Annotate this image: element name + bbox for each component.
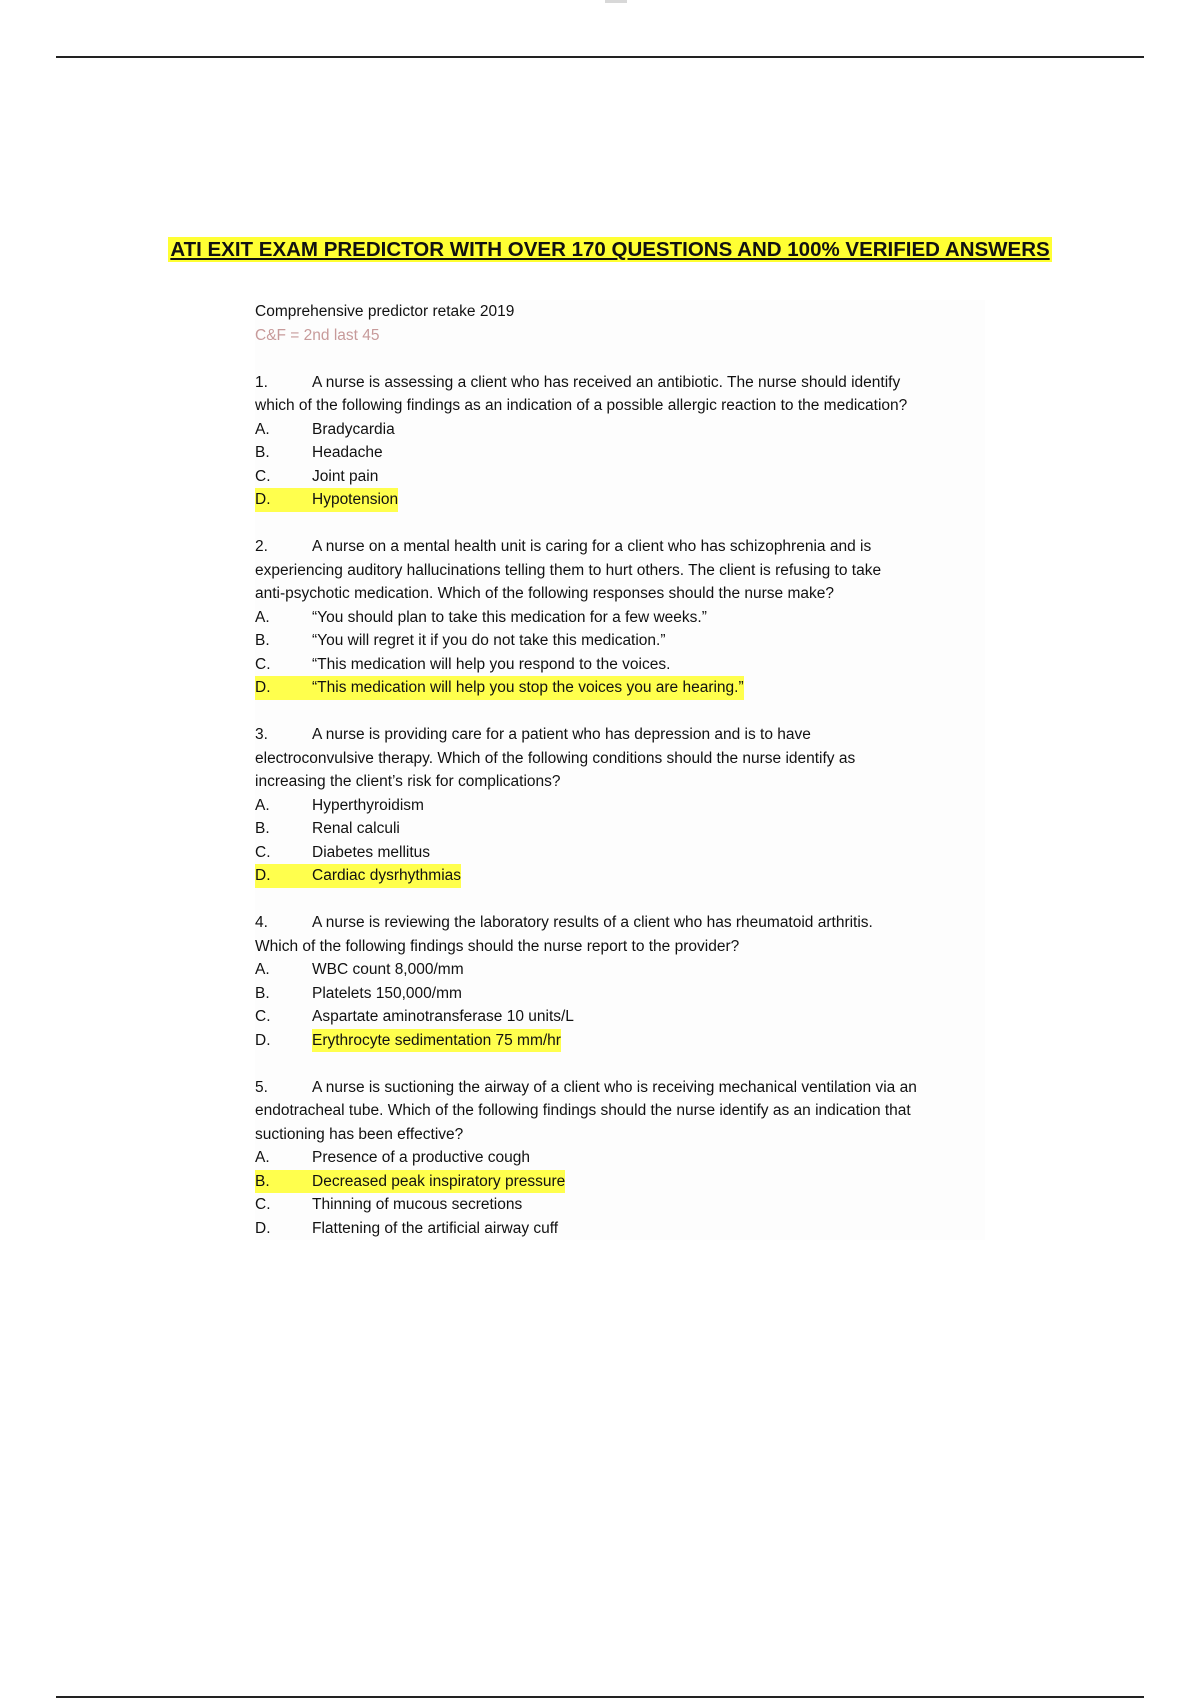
option-letter: C. <box>255 1008 271 1025</box>
option-text: “This medication will help you stop the voices you are hearing.” <box>312 679 744 696</box>
question-block <box>255 535 985 700</box>
option-text: Decreased peak inspiratory pressure <box>312 1172 566 1190</box>
question-line <box>255 535 985 559</box>
answer-option-correct <box>255 1029 985 1053</box>
question-content <box>255 300 985 1240</box>
option-text: WBC count 8,000/mm <box>312 961 464 978</box>
question-text: increasing the client’s risk for complications? <box>255 773 561 790</box>
answer-option-correct <box>255 1170 565 1194</box>
question-text: which of the following findings as an indication of a possible allergic reaction to the medication? <box>255 397 908 414</box>
question-text: suctioning has been effective? <box>255 1125 464 1143</box>
option-letter: B. <box>255 444 270 461</box>
option-text: Renal calculi <box>312 820 400 837</box>
question-block <box>255 371 985 512</box>
option-text: Presence of a productive cough <box>312 1149 530 1166</box>
option-letter: A. <box>255 420 270 438</box>
question-number: 1. <box>255 373 268 391</box>
spacer <box>255 700 985 724</box>
option-text: Hypotension <box>312 491 399 508</box>
question-number: 3. <box>255 726 268 743</box>
option-letter: A. <box>255 796 270 814</box>
option-letter: D. <box>255 679 271 696</box>
option-text: Platelets 150,000/mm <box>312 984 462 1002</box>
question-text: experiencing auditory hallucinations telling them to hurt others. The client is refusing to take <box>255 561 882 579</box>
question-line <box>255 1076 985 1100</box>
answer-option <box>255 958 985 982</box>
answer-option <box>255 794 985 818</box>
option-text: Cardiac dysrhythmias <box>312 867 462 884</box>
option-letter: D. <box>255 491 271 508</box>
question-text: A nurse on a mental health unit is caring for a client who has schizophrenia and is <box>312 538 872 555</box>
bottom-rule <box>56 1696 1144 1698</box>
option-letter: C. <box>255 1196 271 1213</box>
option-letter: B. <box>255 1172 270 1190</box>
option-letter: A. <box>255 1149 270 1166</box>
option-text: Flattening of the artificial airway cuff <box>312 1219 559 1237</box>
option-letter: D. <box>255 867 271 884</box>
spacer <box>255 512 985 536</box>
answer-option <box>255 841 985 865</box>
option-letter: B. <box>255 984 270 1002</box>
answer-option <box>255 982 985 1006</box>
question-line <box>255 911 985 935</box>
spacer <box>255 347 985 371</box>
question-text: A nurse is reviewing the laboratory results of a client who has rheumatoid arthritis. <box>312 914 873 931</box>
option-text: Bradycardia <box>312 420 395 438</box>
question-number: 5. <box>255 1078 268 1096</box>
answer-option-correct <box>255 488 398 512</box>
question-line <box>255 723 985 747</box>
question-block <box>255 1076 985 1241</box>
option-letter: B. <box>255 820 270 837</box>
answer-option <box>255 629 985 653</box>
option-letter: A. <box>255 608 270 626</box>
answer-option <box>255 817 985 841</box>
option-letter: C. <box>255 843 271 861</box>
spacer <box>255 888 985 912</box>
option-text: Hyperthyroidism <box>312 796 424 814</box>
question-number: 4. <box>255 914 268 931</box>
option-text: Thinning of mucous secretions <box>312 1196 523 1213</box>
option-text: Joint pain <box>312 467 379 485</box>
option-letter: C. <box>255 467 271 485</box>
top-page-mark <box>605 0 627 3</box>
option-letter: C. <box>255 655 271 673</box>
option-text: “You will regret it if you do not take this medication.” <box>312 632 666 649</box>
option-letter: A. <box>255 961 270 978</box>
section-heading: Comprehensive predictor retake 2019 <box>255 303 515 320</box>
option-text: Erythrocyte sedimentation 75 mm/hr <box>312 1029 561 1053</box>
question-line <box>255 371 985 395</box>
answer-option <box>255 1217 985 1241</box>
answer-option <box>255 1146 985 1170</box>
option-text: Diabetes mellitus <box>312 843 431 861</box>
answer-option-correct <box>255 864 461 888</box>
question-number: 2. <box>255 538 268 555</box>
answer-option <box>255 418 985 442</box>
answer-option <box>255 1005 985 1029</box>
option-letter: D. <box>255 1219 271 1237</box>
question-block <box>255 723 985 888</box>
option-letter: D. <box>255 1031 271 1049</box>
answer-option-correct <box>255 676 744 700</box>
answer-option <box>255 441 985 465</box>
option-text: “This medication will help you respond to the voices. <box>312 655 671 673</box>
option-text: Aspartate aminotransferase 10 units/L <box>312 1008 574 1025</box>
question-text: A nurse is providing care for a patient who has depression and is to have <box>312 726 811 743</box>
question-block <box>255 911 985 1052</box>
question-text: Which of the following findings should the nurse report to the provider? <box>255 937 740 955</box>
answer-option <box>255 1193 985 1217</box>
question-text: endotracheal tube. Which of the following findings should the nurse identify as an indication that <box>255 1102 911 1119</box>
question-text: electroconvulsive therapy. Which of the following conditions should the nurse identify as <box>255 749 856 767</box>
answer-option <box>255 465 985 489</box>
option-letter: B. <box>255 632 270 649</box>
section-subheading: C&F = 2nd last 45 <box>255 326 380 344</box>
answer-option <box>255 653 985 677</box>
document-title-text: ATI EXIT EXAM PREDICTOR WITH OVER 170 QUESTIONS AND 100% VERIFIED ANSWERS <box>170 238 1050 261</box>
question-text: anti-psychotic medication. Which of the following responses should the nurse make? <box>255 585 834 602</box>
answer-option <box>255 606 985 630</box>
question-text: A nurse is suctioning the airway of a client who is receiving mechanical ventilation via an <box>312 1078 917 1096</box>
question-text: A nurse is assessing a client who has received an antibiotic. The nurse should identify <box>312 373 901 391</box>
spacer <box>255 1052 985 1076</box>
top-rule <box>56 56 1144 58</box>
option-text: Headache <box>312 444 383 461</box>
option-text: “You should plan to take this medication for a few weeks.” <box>312 608 707 626</box>
document-title <box>130 238 1090 262</box>
